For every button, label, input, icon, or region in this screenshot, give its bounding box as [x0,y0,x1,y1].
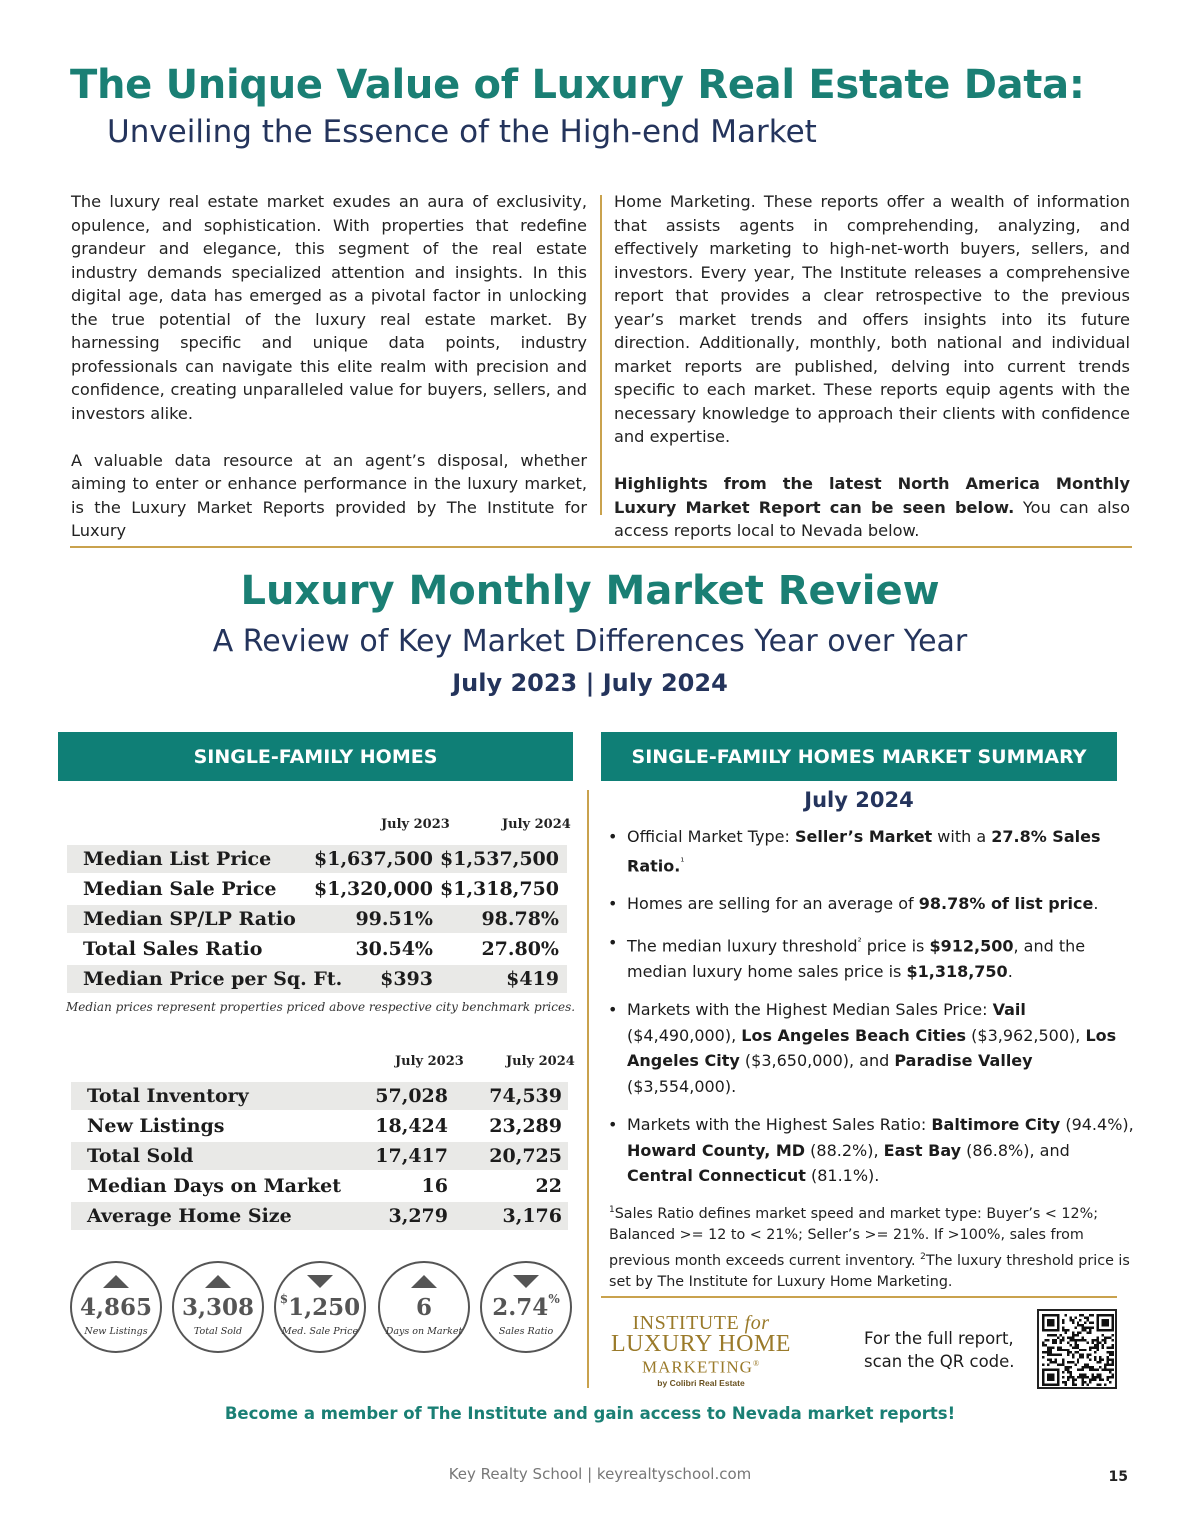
page-subtitle: Unveiling the Essence of the High-end Market [107,114,817,150]
row-label: Median List Price [83,848,272,870]
table-row [67,845,567,873]
value-2023: $1,637,500 [314,848,433,870]
value-2024: 22 [535,1175,562,1197]
footnote-1: Sales Ratio defines market speed and market type: Buyer’s < 12%; Balanced >= 12 to < 21%; Seller’s >= 21%. If >100%, sales from previous month exceeds current inventory. [609,1205,1099,1269]
arrow-up-icon [103,1275,129,1288]
summary-bullet: • Official Market Type: Seller’s Market with a 27.8% Sales Ratio.$^{^1}$ [608,824,1138,878]
arrow-down-icon [513,1275,539,1288]
value-2023: 30.54% [355,938,433,960]
change-caption: New Listings [84,1326,148,1337]
value-2023: 16 [421,1175,448,1197]
footnote: $^1$Sales Ratio defines market speed and market type: Buyer’s < 12%; Balanced >= 12 to < 21%; Seller’s >= 21%. If >100%, sales from previous month exceeds current inventory. $^2$The luxury threshold price is set by The Institute for Luxury Home Marketing. [609,1205,1130,1291]
highlight-text: Highlights from the latest North America Monthly Luxury Market Report can be seen below. [614,474,1130,517]
table-note: Median prices represent properties priced above respective city benchmark prices. [66,1000,576,1014]
qr-instructions: For the full report, scan the QR code. [864,1329,1015,1371]
value-2023: 3,279 [388,1205,448,1227]
row-label: Median Price per Sq. Ft. [83,968,343,990]
change-circle [274,1261,366,1353]
table-row [67,965,567,993]
column-header: July 2023 [381,817,450,832]
section-divider [70,546,1132,548]
change-circle [480,1261,572,1353]
single-family-homes-heading: SINGLE-FAMILY HOMES [58,732,573,781]
table-row [71,1172,568,1200]
value-2024: 3,176 [502,1205,562,1227]
column-header: July 2023 [395,1054,464,1069]
table-row [71,1112,568,1140]
value-2024: 23,289 [489,1115,562,1137]
value-2023: 57,028 [375,1085,448,1107]
change-caption: Days on Market [385,1326,463,1337]
column-header: July 2024 [506,1054,575,1069]
page-number: 15 [1108,1469,1128,1485]
intro-left-column [71,190,587,566]
summary-date: July 2024 [804,788,914,812]
change-circle [70,1261,162,1353]
value-2024: $419 [506,968,559,990]
value-2023: 17,417 [375,1145,448,1167]
table-row [71,1202,568,1230]
change-circle [172,1261,264,1353]
membership-cta[interactable]: Become a member of The Institute and gain access to Nevada market reports! [224,1404,956,1423]
arrow-down-icon [307,1275,333,1288]
summary-divider [601,1296,1117,1298]
intro-paragraph [614,472,1130,543]
table-row [71,1082,568,1110]
table-row [67,905,567,933]
summary-bullet: • The median luxury threshold$^{^2}$ price is $912,500, and the median luxury home sales price is $1,318,750. [608,930,1138,984]
qr-code-icon[interactable] [1037,1309,1117,1389]
summary-bullet: • Markets with the Highest Sales Ratio: Baltimore City (94.4%), Howard County, MD (88.2%), East Bay (86.8%), and Central Connecticut (81.1%). [608,1112,1138,1189]
change-value: 6 [415,1294,432,1321]
summary-list [608,824,1138,1202]
value-2024: 74,539 [489,1085,562,1107]
change-value: 2.74% [492,1292,560,1321]
table-row [67,935,567,963]
change-value: 3,308 [181,1294,255,1321]
value-2023: 99.51% [355,908,433,930]
panel-divider [587,790,589,1388]
institute-logo: INSTITUTE for LUXURY HOME MARKETING® by Colibri Real Estate [611,1312,791,1388]
column-header: July 2024 [502,817,571,832]
arrow-up-icon [205,1275,231,1288]
market-summary-heading: SINGLE-FAMILY HOMES MARKET SUMMARY [601,732,1117,781]
summary-bullet: • Homes are selling for an average of 98.78% of list price. [608,891,1138,917]
footer-text: Key Realty School | keyrealtyschool.com [448,1465,752,1483]
intro-paragraph: The luxury real estate market exudes an aura of exclusivity, opulence, and sophistication. With properties that redefine grandeur and elegance, this segment of the real estate industry demands specialized attention and insights. In this digital age, data has emerged as a pivotal factor in unlocking the true potential of the luxury real estate market. By harnessing specific and unique data points, industry professionals can navigate this elite realm with precision and confidence, creating unparalleled value for buyers, sellers, and investors alike. [71,192,587,423]
review-dates: July 2023 | July 2024 [452,669,728,697]
column-divider [600,195,602,515]
row-label: Average Home Size [87,1205,292,1227]
row-label: Total Sales Ratio [83,938,263,960]
row-label: Median Days on Market [87,1175,341,1197]
intro-paragraph: A valuable data resource at an agent’s disposal, whether aiming to enter or enhance performance in the luxury market, is the Luxury Market Reports provided by The Institute for Luxury [71,450,587,540]
review-title: Luxury Monthly Market Review [240,568,940,614]
value-2024: 98.78% [481,908,559,930]
value-2023: $1,320,000 [314,878,433,900]
value-2023: $393 [380,968,433,990]
intro-text: You can also access reports local to Nevada below. [614,497,1131,540]
change-circle [378,1261,470,1353]
table-row [67,875,567,903]
page-title: The Unique Value of Luxury Real Estate Data: [70,62,1085,108]
value-2024: 27.80% [481,938,559,960]
change-value: $1,250 [279,1292,361,1321]
row-label: Median Sale Price [83,878,277,900]
arrow-up-icon [411,1275,437,1288]
value-2023: 18,424 [375,1115,448,1137]
change-value: 4,865 [79,1294,153,1321]
summary-bullet: • Markets with the Highest Median Sales Price: Vail ($4,490,000), Los Angeles Beach Cities ($3,962,500), Los Angeles City ($3,650,000), and Paradise Valley ($3,554,000). [608,997,1138,1099]
value-2024: $1,318,750 [440,878,559,900]
review-subtitle: A Review of Key Market Differences Year over Year [212,624,968,659]
table-row [71,1142,568,1170]
change-caption: Total Sold [193,1326,243,1337]
row-label: Median SP/LP Ratio [83,908,296,930]
value-2024: $1,537,500 [440,848,559,870]
change-caption: Sales Ratio [498,1326,554,1337]
intro-paragraph: Home Marketing. These reports offer a wealth of information that assists agents in comprehending, analyzing, and effectively marketing to high-net-worth buyers, sellers, and investors. Every year, The Institute releases a comprehensive report that provides a clear retrospective to the previous year’s market trends and offers insights into its future direction. Additionally, monthly, both national and individual market reports are published, delving into current trends specific to each market. These reports equip agents with the necessary knowledge to approach their clients with confidence and expertise. [614,192,1130,446]
value-2024: 20,725 [489,1145,562,1167]
change-caption: Med. Sale Price [281,1326,359,1337]
footnote-2: The luxury threshold price is set by The Institute for Luxury Home Marketing. [609,1252,1130,1291]
row-label: Total Inventory [87,1085,249,1107]
row-label: New Listings [87,1115,225,1137]
row-label: Total Sold [87,1145,194,1167]
intro-right-column [614,190,1130,566]
